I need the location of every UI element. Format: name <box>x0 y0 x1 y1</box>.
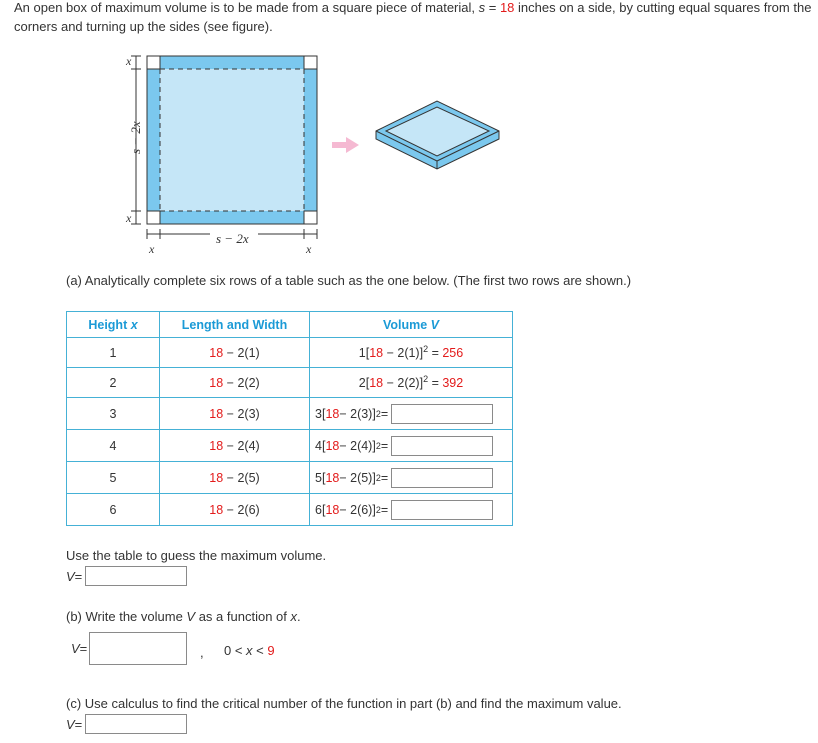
x-label-top: x <box>126 54 132 68</box>
volume-table <box>66 311 513 526</box>
problem-intro: An open box of maximum volume is to be made from a square piece of material, s = 18 inches on a side, by cutting equal squares from the corners and turning up the sides (see figure). <box>14 0 812 34</box>
x-label-right: x <box>306 242 312 256</box>
header-height: Height x <box>67 312 160 338</box>
table-row <box>67 368 513 398</box>
height-cell: 5 <box>67 462 160 494</box>
arrow-icon <box>332 137 359 153</box>
table-row <box>67 430 513 462</box>
corner-square <box>304 56 317 69</box>
height-cell: 6 <box>67 494 160 526</box>
header-length-width: Length and Width <box>160 312 310 338</box>
max-volume-guess-input[interactable] <box>85 566 187 586</box>
volume-cell: 3[ 18 − 2(3)] 2 = <box>310 398 513 430</box>
length-cell: 18 − 2(2) <box>160 368 310 398</box>
function-answer-line: V = <box>71 632 187 665</box>
volume-function-input[interactable] <box>89 632 187 665</box>
s-value: 18 <box>499 0 515 15</box>
volume-result: 392 <box>442 376 464 391</box>
volume-result: 256 <box>442 346 464 361</box>
volume-input-6[interactable] <box>391 500 493 520</box>
height-cell: 2 <box>67 368 160 398</box>
s-variable: s <box>478 0 486 15</box>
length-cell: 18 − 2(6) <box>160 494 310 526</box>
volume-cell: $1[18 - 2(1)]^2 = 256$ <box>310 338 513 368</box>
open-box-icon <box>376 101 499 169</box>
x-label-left: x <box>149 242 155 256</box>
volume-cell: 6[ 18 − 2(6)] 2 = <box>310 494 513 526</box>
left-side-label: s − 2x <box>128 121 143 154</box>
volume-input-5[interactable] <box>391 468 493 488</box>
length-cell: 18 − 2(5) <box>160 462 310 494</box>
table-row <box>67 338 513 368</box>
guess-prompt: Use the table to guess the maximum volume. <box>66 548 327 563</box>
table-row <box>67 398 513 430</box>
bottom-side-label: s − 2x <box>216 231 249 246</box>
part-c-prompt: (c) Use calculus to find the critical number of the function in part (b) and find the maximum value. <box>66 696 622 711</box>
length-cell: 18 − 2(3) <box>160 398 310 430</box>
height-cell: 3 <box>67 398 160 430</box>
volume-cell: 5[ 18 − 2(5)] 2 = <box>310 462 513 494</box>
part-b-prompt: (b) Write the volume V as a function of x. <box>66 609 301 624</box>
volume-cell: $2[18 - 2(2)]^2 = 392$ <box>310 368 513 398</box>
x-label-bottom: x <box>126 211 132 225</box>
part-a-prompt: (a) Analytically complete six rows of a table such as the one below. (The first two rows are shown.) <box>66 273 632 288</box>
corner-square <box>304 211 317 224</box>
length-cell: 18 − 2(1) <box>160 338 310 368</box>
box-figure <box>110 48 510 260</box>
height-cell: 4 <box>67 430 160 462</box>
table-header-row <box>67 312 513 338</box>
table-row <box>67 494 513 526</box>
corner-square <box>147 211 160 224</box>
max-value-answer-line: V = <box>66 714 187 734</box>
volume-input-4[interactable] <box>391 436 493 456</box>
corner-square <box>147 56 160 69</box>
header-volume: Volume V <box>310 312 513 338</box>
table-row <box>67 462 513 494</box>
max-value-input[interactable] <box>85 714 187 734</box>
volume-input-3[interactable] <box>391 404 493 424</box>
comma-separator: , <box>200 645 204 660</box>
base-region <box>160 69 304 211</box>
domain-text: 0 < x < 9 <box>224 643 275 658</box>
volume-cell: 4[ 18 − 2(4)] 2 = <box>310 430 513 462</box>
height-cell: 1 <box>67 338 160 368</box>
length-cell: 18 − 2(4) <box>160 430 310 462</box>
guess-answer-line: V = <box>66 566 187 586</box>
